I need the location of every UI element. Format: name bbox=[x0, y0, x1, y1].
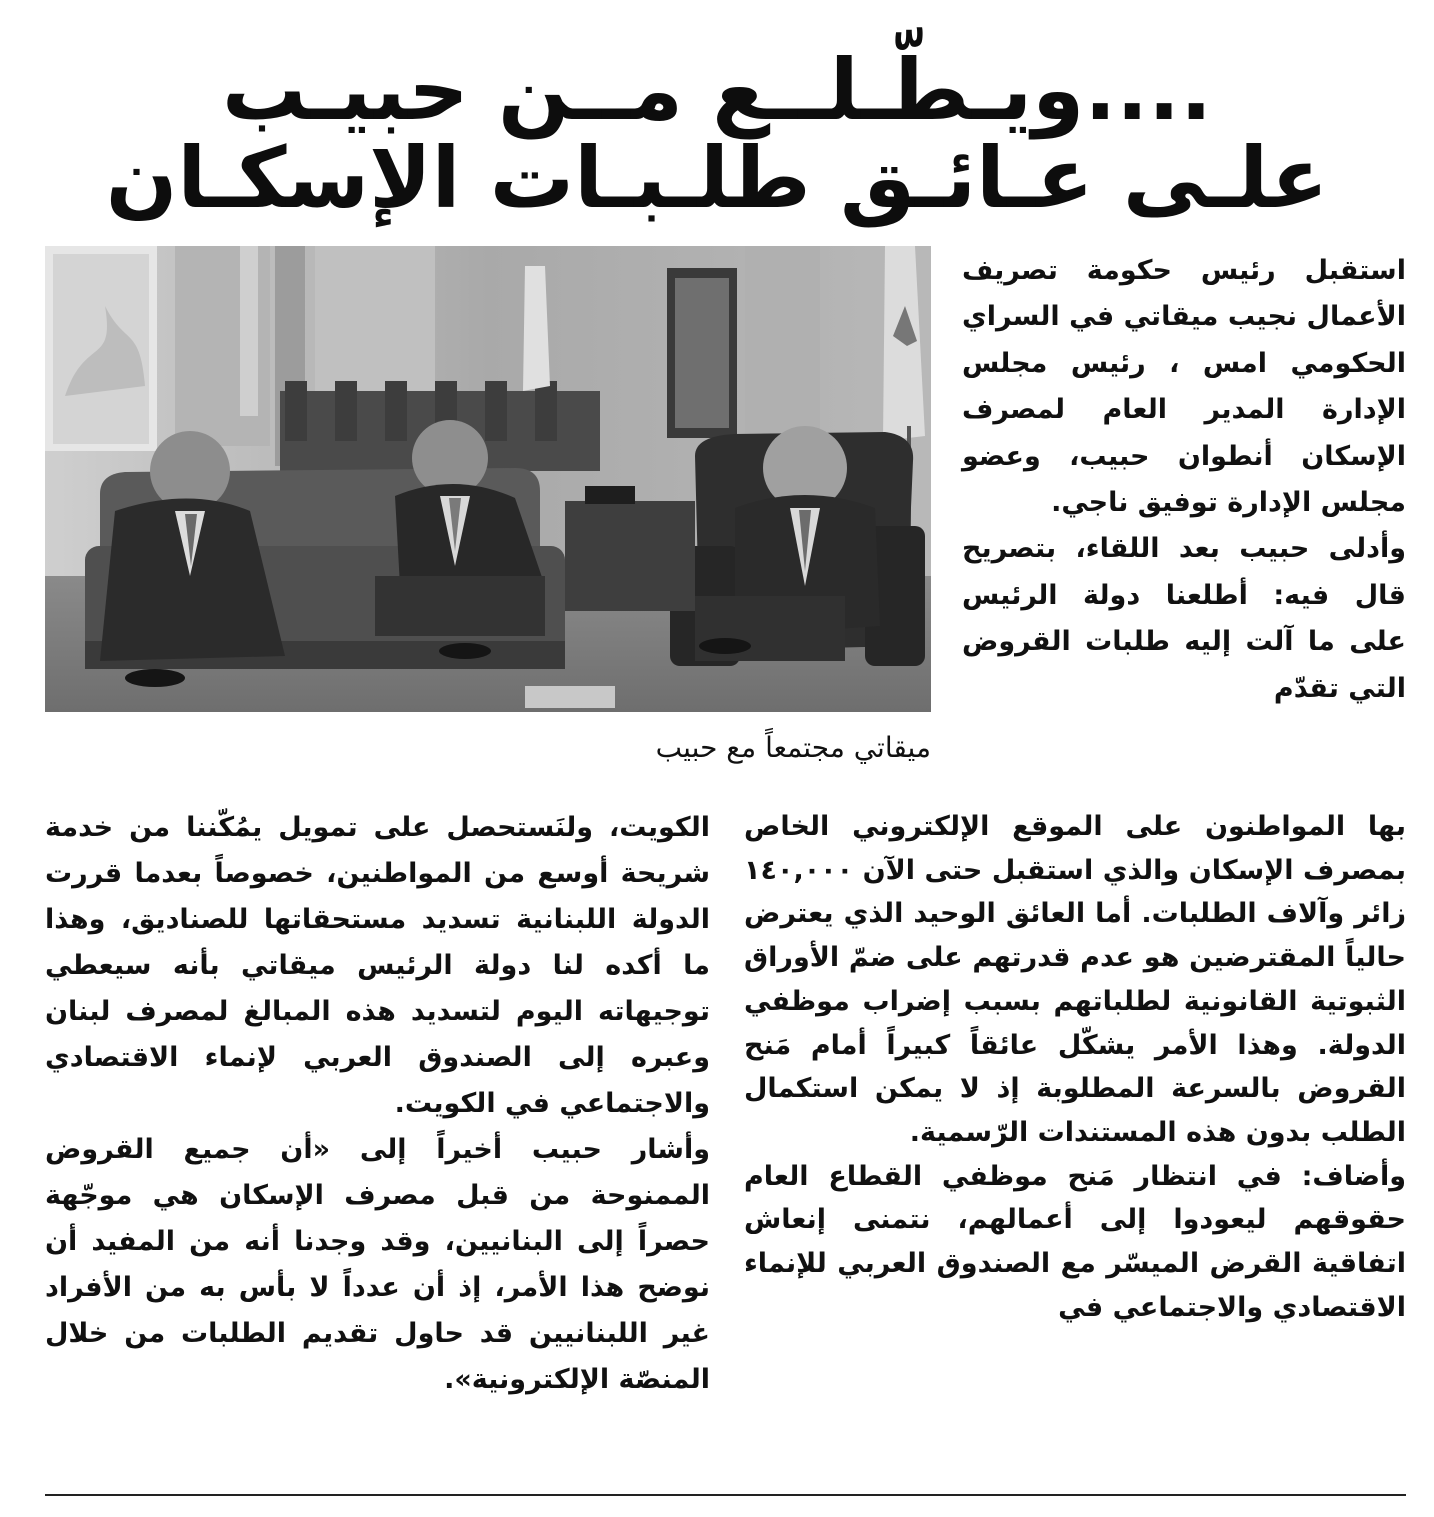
paragraph: وأضاف: في انتظار مَنح موظفي القطاع العام حقوقهم ليعودوا إلى أعمالهم، نتمنى إنعاش اتفاقية القرض الميسّر مع الصندوق العربي للإنماء الاقتصادي والاجتماعي في bbox=[744, 1160, 1406, 1323]
article-column-right-top bbox=[962, 248, 1406, 712]
paragraph: استقبل رئيس حكومة تصريف الأعمال نجيب ميقاتي في السراي الحكومي امس ، رئيس مجلس الإدارة المدير العام لمصرف الإسكان أنطوان حبيب، وعضو مجلس الإدارة توفيق ناجي. bbox=[962, 255, 1406, 519]
paragraph: وأدلى حبيب بعد اللقاء، بتصريح قال فيه: أطلعنا دولة الرئيس على ما آلت إليه طلبات القروض التي تقدّم bbox=[962, 533, 1406, 704]
paragraph: بها المواطنون على الموقع الإلكتروني الخاص بمصرف الإسكان والذي استقبل حتى الآن ١٤٠,٠٠٠ زائر وآلاف الطلبات. أما العائق الوحيد الذي يعترض حالياً المقترضين هو عدم قدرتهم على ضمّ الأوراق الثبوتية القانونية لطلباتهم بسبب إضراب موظفي الدولة. وهذا الأمر يشكّل عائقاً كبيراً أمام مَنح القروض بالسرعة المطلوبة إذ لا يمكن استكمال الطلب بدون هذه المستندات الرّسمية. bbox=[744, 811, 1406, 1148]
headline-line-2: علـى عـائـق طلـبـات الإسكـان bbox=[105, 129, 1329, 227]
headline-line-1: ....ويـطّـلــع مــن حبيـب bbox=[222, 41, 1212, 139]
article-column-left bbox=[45, 805, 710, 1403]
article-column-right-bottom bbox=[744, 805, 1406, 1329]
photo-caption: ميقاتي مجتمعاً مع حبيب bbox=[655, 731, 931, 764]
paragraph: وأشار حبيب أخيراً إلى «أن جميع القروض الممنوحة من قبل مصرف الإسكان هي موجّهة حصراً إلى البنانيين، وقد وجدنا أنه من المفيد أن نوضح هذا الأمر، إذ أن عدداً لا بأس به من الأفراد غير اللبنانيين قد حاول تقديم الطلبات من خلال المنصّة الإلكترونية». bbox=[45, 1134, 710, 1395]
bottom-divider bbox=[45, 1494, 1406, 1496]
paragraph: الكويت، ولنَستحصل على تمويل يمُكّننا من خدمة شريحة أوسع من المواطنين، خصوصاً بعدما قررت الدولة اللبنانية تسديد مستحقاتها للصناديق، وهذا ما أكده لنا دولة الرئيس ميقاتي بأنه سيعطي توجيهاته اليوم لتسديد هذه المبالغ لمصرف لبنان وعبره إلى الصندوق العربي لإنماء الاقتصادي والاجتماعي في الكويت. bbox=[45, 812, 710, 1119]
news-photo bbox=[45, 246, 931, 712]
